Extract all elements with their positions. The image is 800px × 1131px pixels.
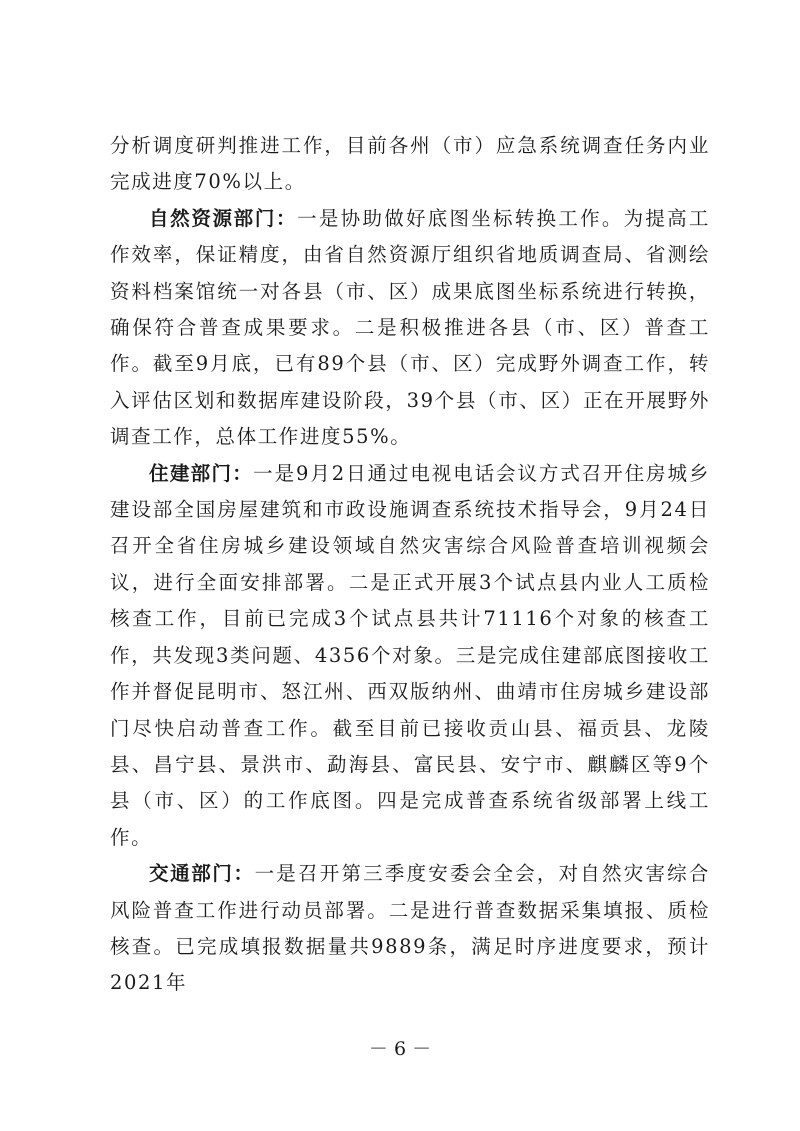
- section-heading: 住建部门：: [149, 461, 254, 485]
- section-heading: 自然资源部门：: [149, 206, 298, 230]
- paragraph-text: 一是协助做好底图坐标转换工作。为提高工作效率，保证精度，由省自然资源厅组织省地质调查局、省测绘资料档案馆统一对各县（市、区）成果底图坐标系统进行转换，确保符合普查成果要求。二是积极推进各县（市、区）普查工作。截至9月底，已有89个县（市、区）完成野外调查工作，转入评估区划和数据库建设阶段，39个县（市、区）正在开展野外调查工作，总体工作进度55%。: [110, 206, 710, 449]
- body-text: [110, 128, 710, 1002]
- paragraph-emergency-progress: [110, 128, 710, 201]
- paragraph-transportation: [110, 856, 710, 1002]
- paragraph-natural-resources: [110, 201, 710, 456]
- paragraph-text: 一是9月2日通过电视电话会议方式召开住房城乡建设部全国房屋建筑和市政设施调查系统技术指导会，9月24日召开全省住房城乡建设领域自然灾害综合风险普查培训视频会议，进行全面安排部署。二是正式开展3个试点县内业人工质检核查工作，目前已完成3个试点县共计71116个对象的核查工作，共发现3类问题、4356个对象。三是完成住建部底图接收工作并督促昆明市、怒江州、西双版纳州、曲靖市住房城乡建设部门尽快启动普查工作。截至目前已接收贡山县、福贡县、龙陵县、昌宁县、景洪市、勐海县、富民县、安宁市、麒麟区等9个县（市、区）的工作底图。四是完成普查系统省级部署上线工作。: [110, 461, 710, 849]
- paragraph-text: 一是召开第三季度安委会全会，对自然灾害综合风险普查工作进行动员部署。二是进行普查数据采集填报、质检核查。已完成填报数据量共9889条，满足时序进度要求，预计2021年: [110, 862, 710, 995]
- section-heading: 交通部门：: [149, 862, 255, 886]
- page-number: － 6 －: [368, 1038, 432, 1060]
- paragraph-text: 分析调度研判推进工作，目前各州（市）应急系统调查任务内业完成进度70%以上。: [110, 134, 710, 194]
- paragraph-housing-construction: [110, 456, 710, 856]
